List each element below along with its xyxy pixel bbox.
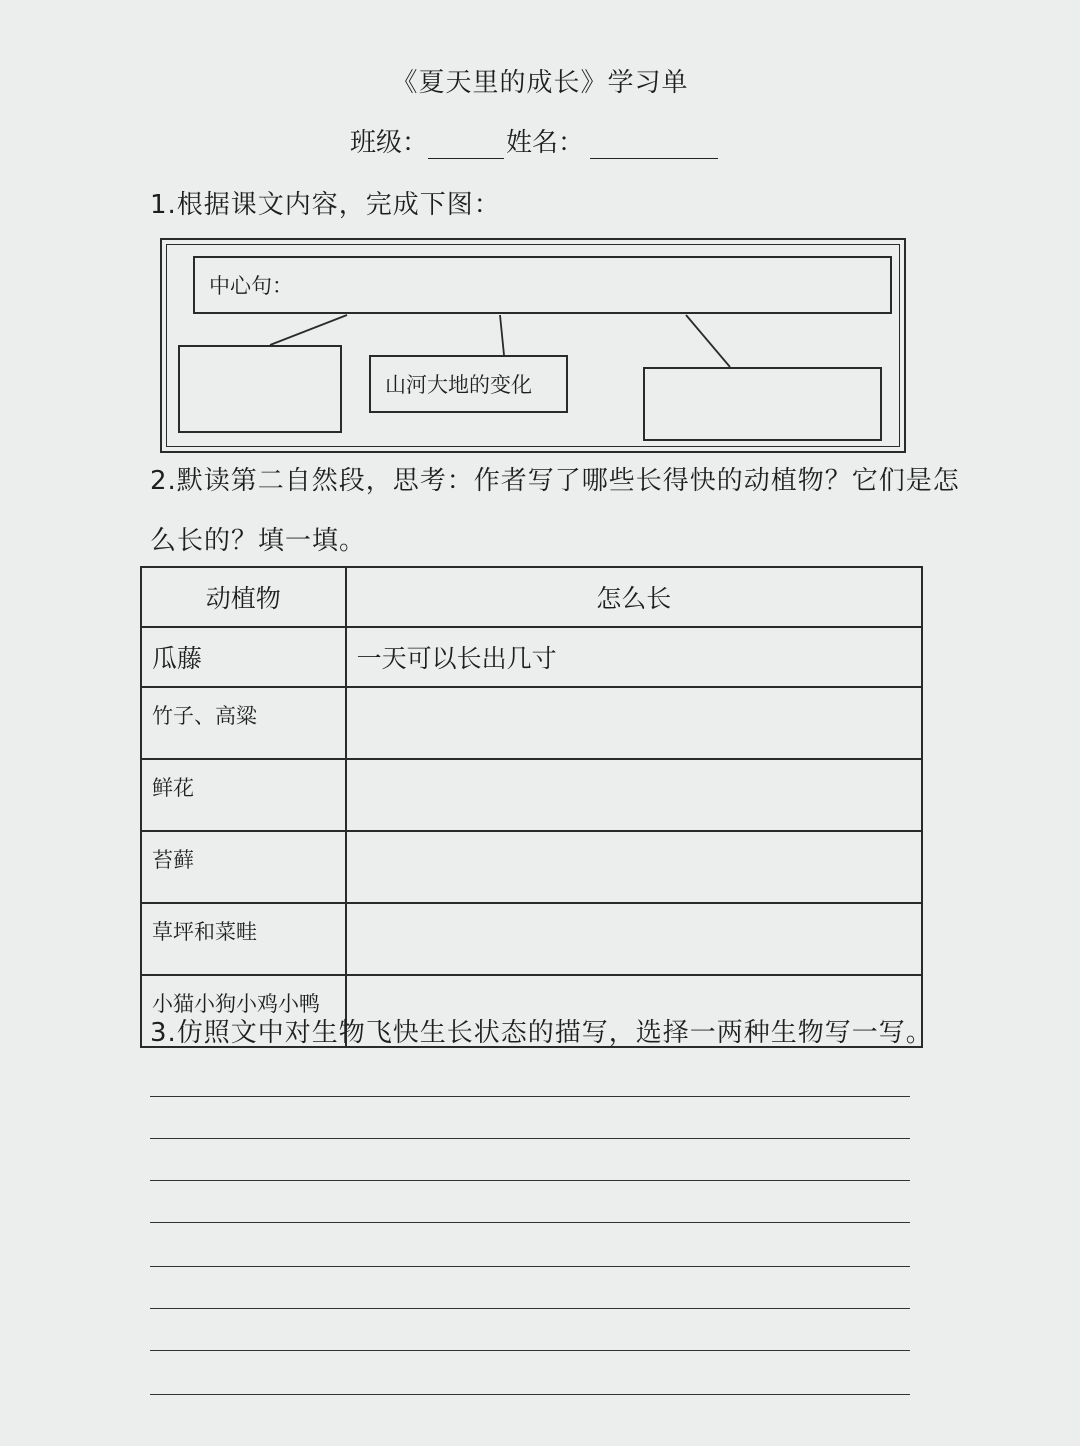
connector-left (270, 315, 347, 345)
row-organism: 小猫小狗小鸡小鸭 (141, 975, 346, 1047)
growth-table (140, 566, 923, 1048)
right-answer-box[interactable] (643, 367, 882, 441)
question-2-prompt-line2: 么长的？填一填。 (150, 526, 367, 556)
table-row (141, 627, 922, 687)
center-sentence-label: 中心句： (209, 274, 293, 298)
writing-line[interactable] (150, 1308, 910, 1309)
row-organism: 瓜藤 (141, 627, 346, 687)
row-how: 一天可以长出几寸 (346, 627, 922, 687)
table-row (141, 831, 922, 903)
writing-line[interactable] (150, 1266, 910, 1267)
writing-line[interactable] (150, 1394, 910, 1395)
question-3-prompt: 3.仿照文中对生物飞快生长状态的描写，选择一两种生物写一写。 (150, 1018, 933, 1048)
table-row (141, 903, 922, 975)
row-organism: 鲜花 (141, 759, 346, 831)
header-organism: 动植物 (141, 567, 346, 627)
writing-line[interactable] (150, 1180, 910, 1181)
worksheet-title: 《夏天里的成长》学习单 (391, 68, 689, 98)
left-answer-box[interactable] (178, 345, 342, 433)
row-how-answer[interactable] (346, 759, 922, 831)
row-how-answer[interactable] (346, 687, 922, 759)
header-how: 怎么长 (346, 567, 922, 627)
row-organism: 苔藓 (141, 831, 346, 903)
connector-middle (500, 315, 504, 355)
connector-right (686, 315, 730, 367)
writing-line[interactable] (150, 1138, 910, 1139)
middle-box-label: 山河大地的变化 (385, 373, 532, 397)
middle-box (369, 355, 568, 413)
writing-line[interactable] (150, 1222, 910, 1223)
table-row (141, 759, 922, 831)
question-2-prompt-line1: 2.默读第二自然段，思考：作者写了哪些长得快的动植物？它们是怎 (150, 466, 960, 496)
row-organism: 竹子、高粱 (141, 687, 346, 759)
row-organism: 草坪和菜畦 (141, 903, 346, 975)
row-how-answer[interactable] (346, 903, 922, 975)
table-row (141, 687, 922, 759)
writing-line[interactable] (150, 1350, 910, 1351)
question-1-prompt: 1.根据课文内容，完成下图： (150, 190, 501, 220)
row-how-answer[interactable] (346, 831, 922, 903)
class-label: 班级： (350, 128, 429, 158)
name-label: 姓名： (506, 128, 585, 158)
table-header-row (141, 567, 922, 627)
writing-line[interactable] (150, 1096, 910, 1097)
